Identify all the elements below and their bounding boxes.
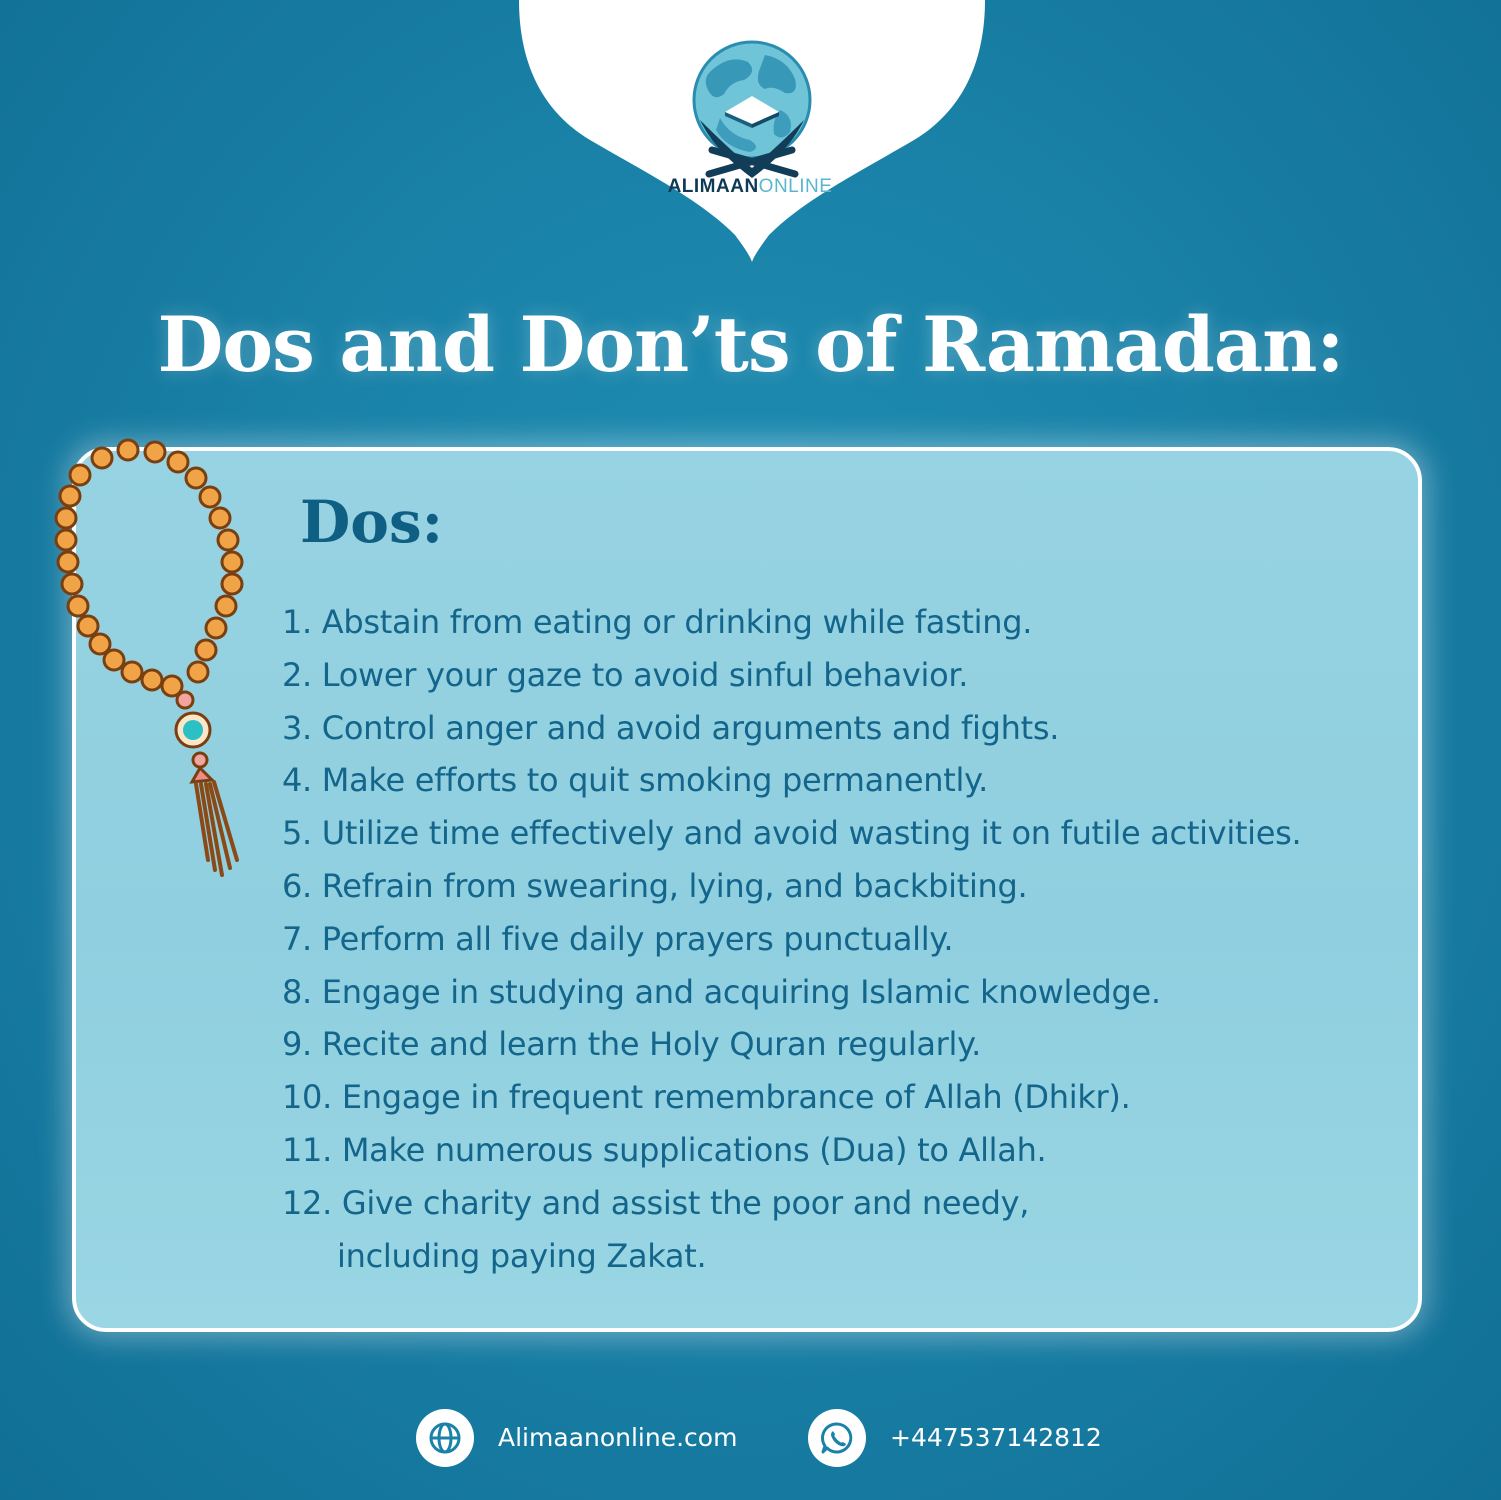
whatsapp-icon (819, 1420, 855, 1456)
list-item: 1. Abstain from eating or drinking while fasting. (282, 603, 1033, 641)
dos-heading: Dos: (300, 488, 444, 556)
list-item: 11. Make numerous supplications (Dua) to Allah. (282, 1130, 1047, 1169)
logo-brand-primary: ALIMAAN (667, 176, 759, 197)
list-item: 5. Utilize time effectively and avoid wasting it on futile activities. (282, 814, 1302, 853)
list-item: 12. Give charity and assist the poor and needy, (282, 1183, 1030, 1222)
page-title: Dos and Don’ts of Ramadan: (157, 300, 1344, 389)
list-item: 10. Engage in frequent remembrance of Allah (Dhikr). (282, 1078, 1131, 1117)
logo-brand-secondary: ONLINE (758, 176, 833, 197)
website-link[interactable]: Alimaanonline.com (498, 1423, 738, 1452)
list-item-continuation: including paying Zakat. (337, 1236, 707, 1275)
dos-list (282, 596, 1412, 1282)
globe-icon-button[interactable] (416, 1409, 474, 1467)
globe-icon (428, 1421, 462, 1455)
prayer-beads-icon (50, 430, 260, 890)
phone-number[interactable]: +447537142812 (890, 1423, 1102, 1452)
list-item: 2. Lower your gaze to avoid sinful behavior. (282, 655, 969, 694)
whatsapp-icon-button[interactable] (808, 1409, 866, 1467)
list-item: 4. Make efforts to quit smoking permanently. (282, 761, 989, 800)
logo-badge (0, 0, 1501, 270)
logo-wordmark (650, 176, 850, 198)
list-item: 6. Refrain from swearing, lying, and backbiting. (282, 866, 1028, 905)
list-item: 8. Engage in studying and acquiring Islamic knowledge. (282, 972, 1161, 1011)
list-item: 3. Control anger and avoid arguments and fights. (282, 708, 1060, 747)
list-item: 7. Perform all five daily prayers punctually. (282, 919, 954, 958)
list-item: 9. Recite and learn the Holy Quran regularly. (282, 1025, 982, 1064)
